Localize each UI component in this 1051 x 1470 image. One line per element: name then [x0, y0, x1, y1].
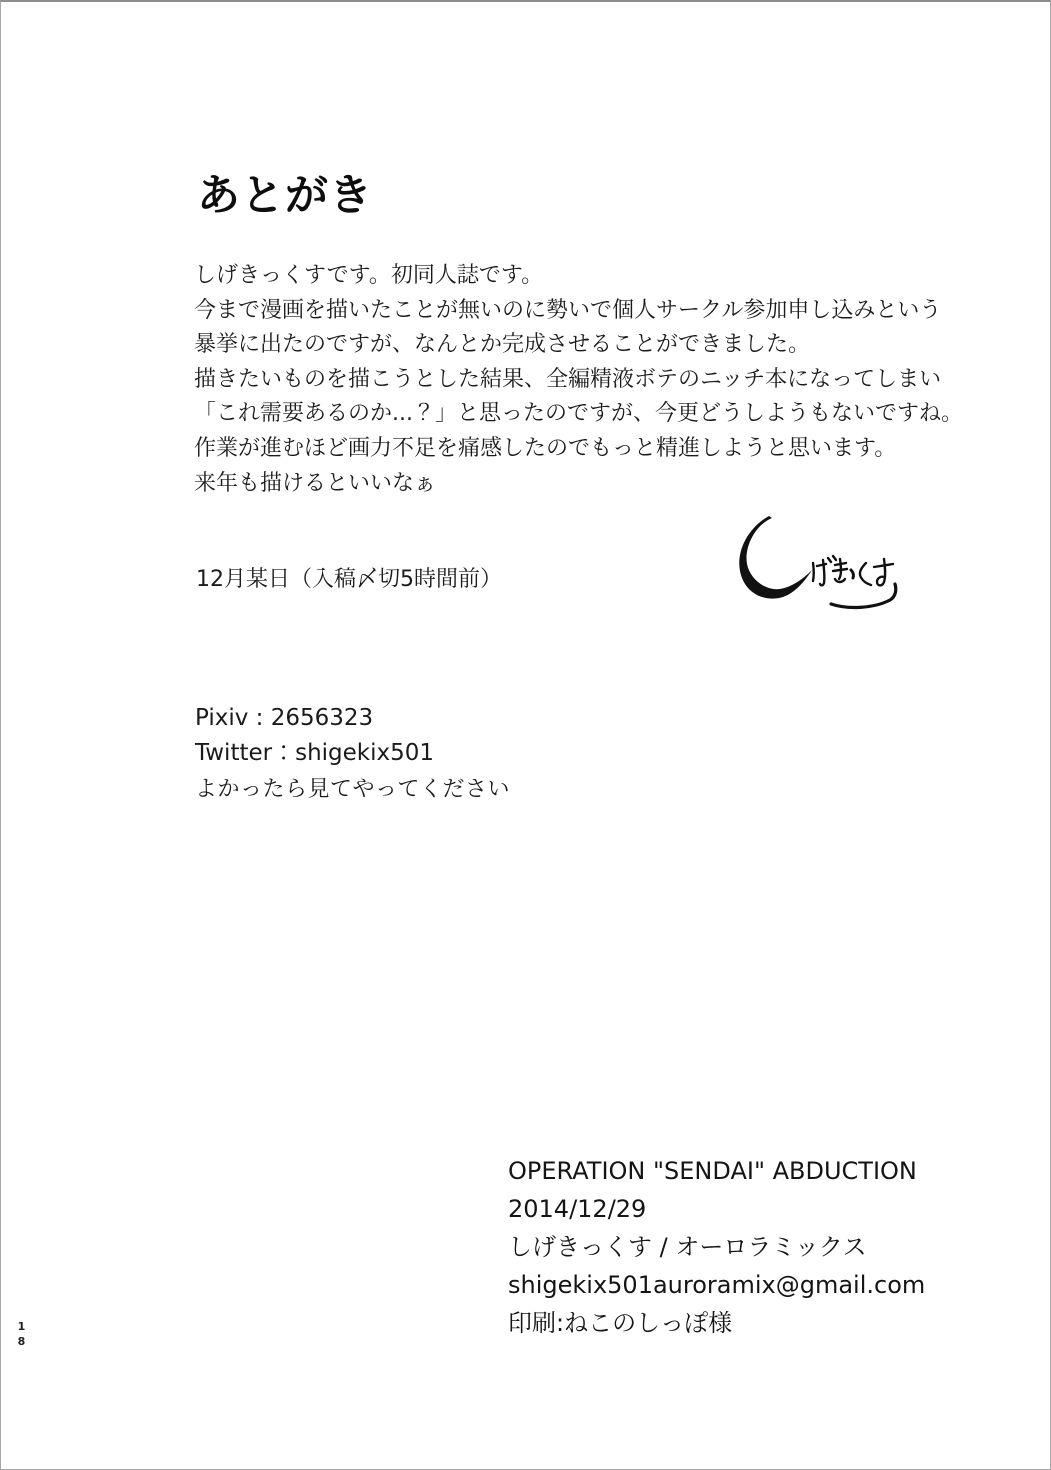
- contact-block: [195, 701, 510, 807]
- pixiv-id: Pixiv : 2656323: [195, 705, 374, 731]
- body-line: しげきっくすです。初同人誌です。: [194, 263, 544, 288]
- book-title: OPERATION "SENDAI" ABDUCTION: [508, 1157, 917, 1185]
- twitter-id: Twitter：shigekix501: [195, 740, 435, 767]
- date-note: 12月某日（入稿〆切5時間前）: [196, 567, 502, 592]
- printer-credit: 印刷:ねこのしっぽ様: [508, 1309, 733, 1337]
- body-line: 暴挙に出たのですが、なんとか完成させることができました。: [194, 332, 811, 358]
- colophon-block: [508, 1152, 925, 1342]
- contact-email: shigekix501auroramix@gmail.com: [508, 1271, 926, 1299]
- body-line: 描きたいものを描こうとした結果、全編精液ボテのニッチ本になってしまい: [194, 366, 942, 392]
- body-line: 作業が進むほど画力不足を痛感したのでもっと精進しようと思います。: [194, 435, 897, 461]
- body-line: 「これ需要あるのか...？」と思ったのですが、今更どうしようもないですね。: [194, 401, 963, 427]
- signature-icon: [729, 508, 933, 632]
- body-line: 来年も描けるといいなぁ: [194, 470, 437, 496]
- page-title: あとがき: [197, 170, 373, 221]
- contact-note: よかったら見てやってください: [195, 776, 511, 802]
- publish-date: 2014/12/29: [508, 1195, 647, 1223]
- page-number: 18: [15, 1320, 28, 1350]
- circle-name: しげきっくす / オーロラミックス: [508, 1233, 867, 1261]
- afterword-body: [194, 259, 963, 501]
- body-line: 今まで漫画を描いたことが無いのに勢いで個人サークル参加申し込みという: [194, 297, 942, 323]
- signature-handwriting: [729, 508, 933, 632]
